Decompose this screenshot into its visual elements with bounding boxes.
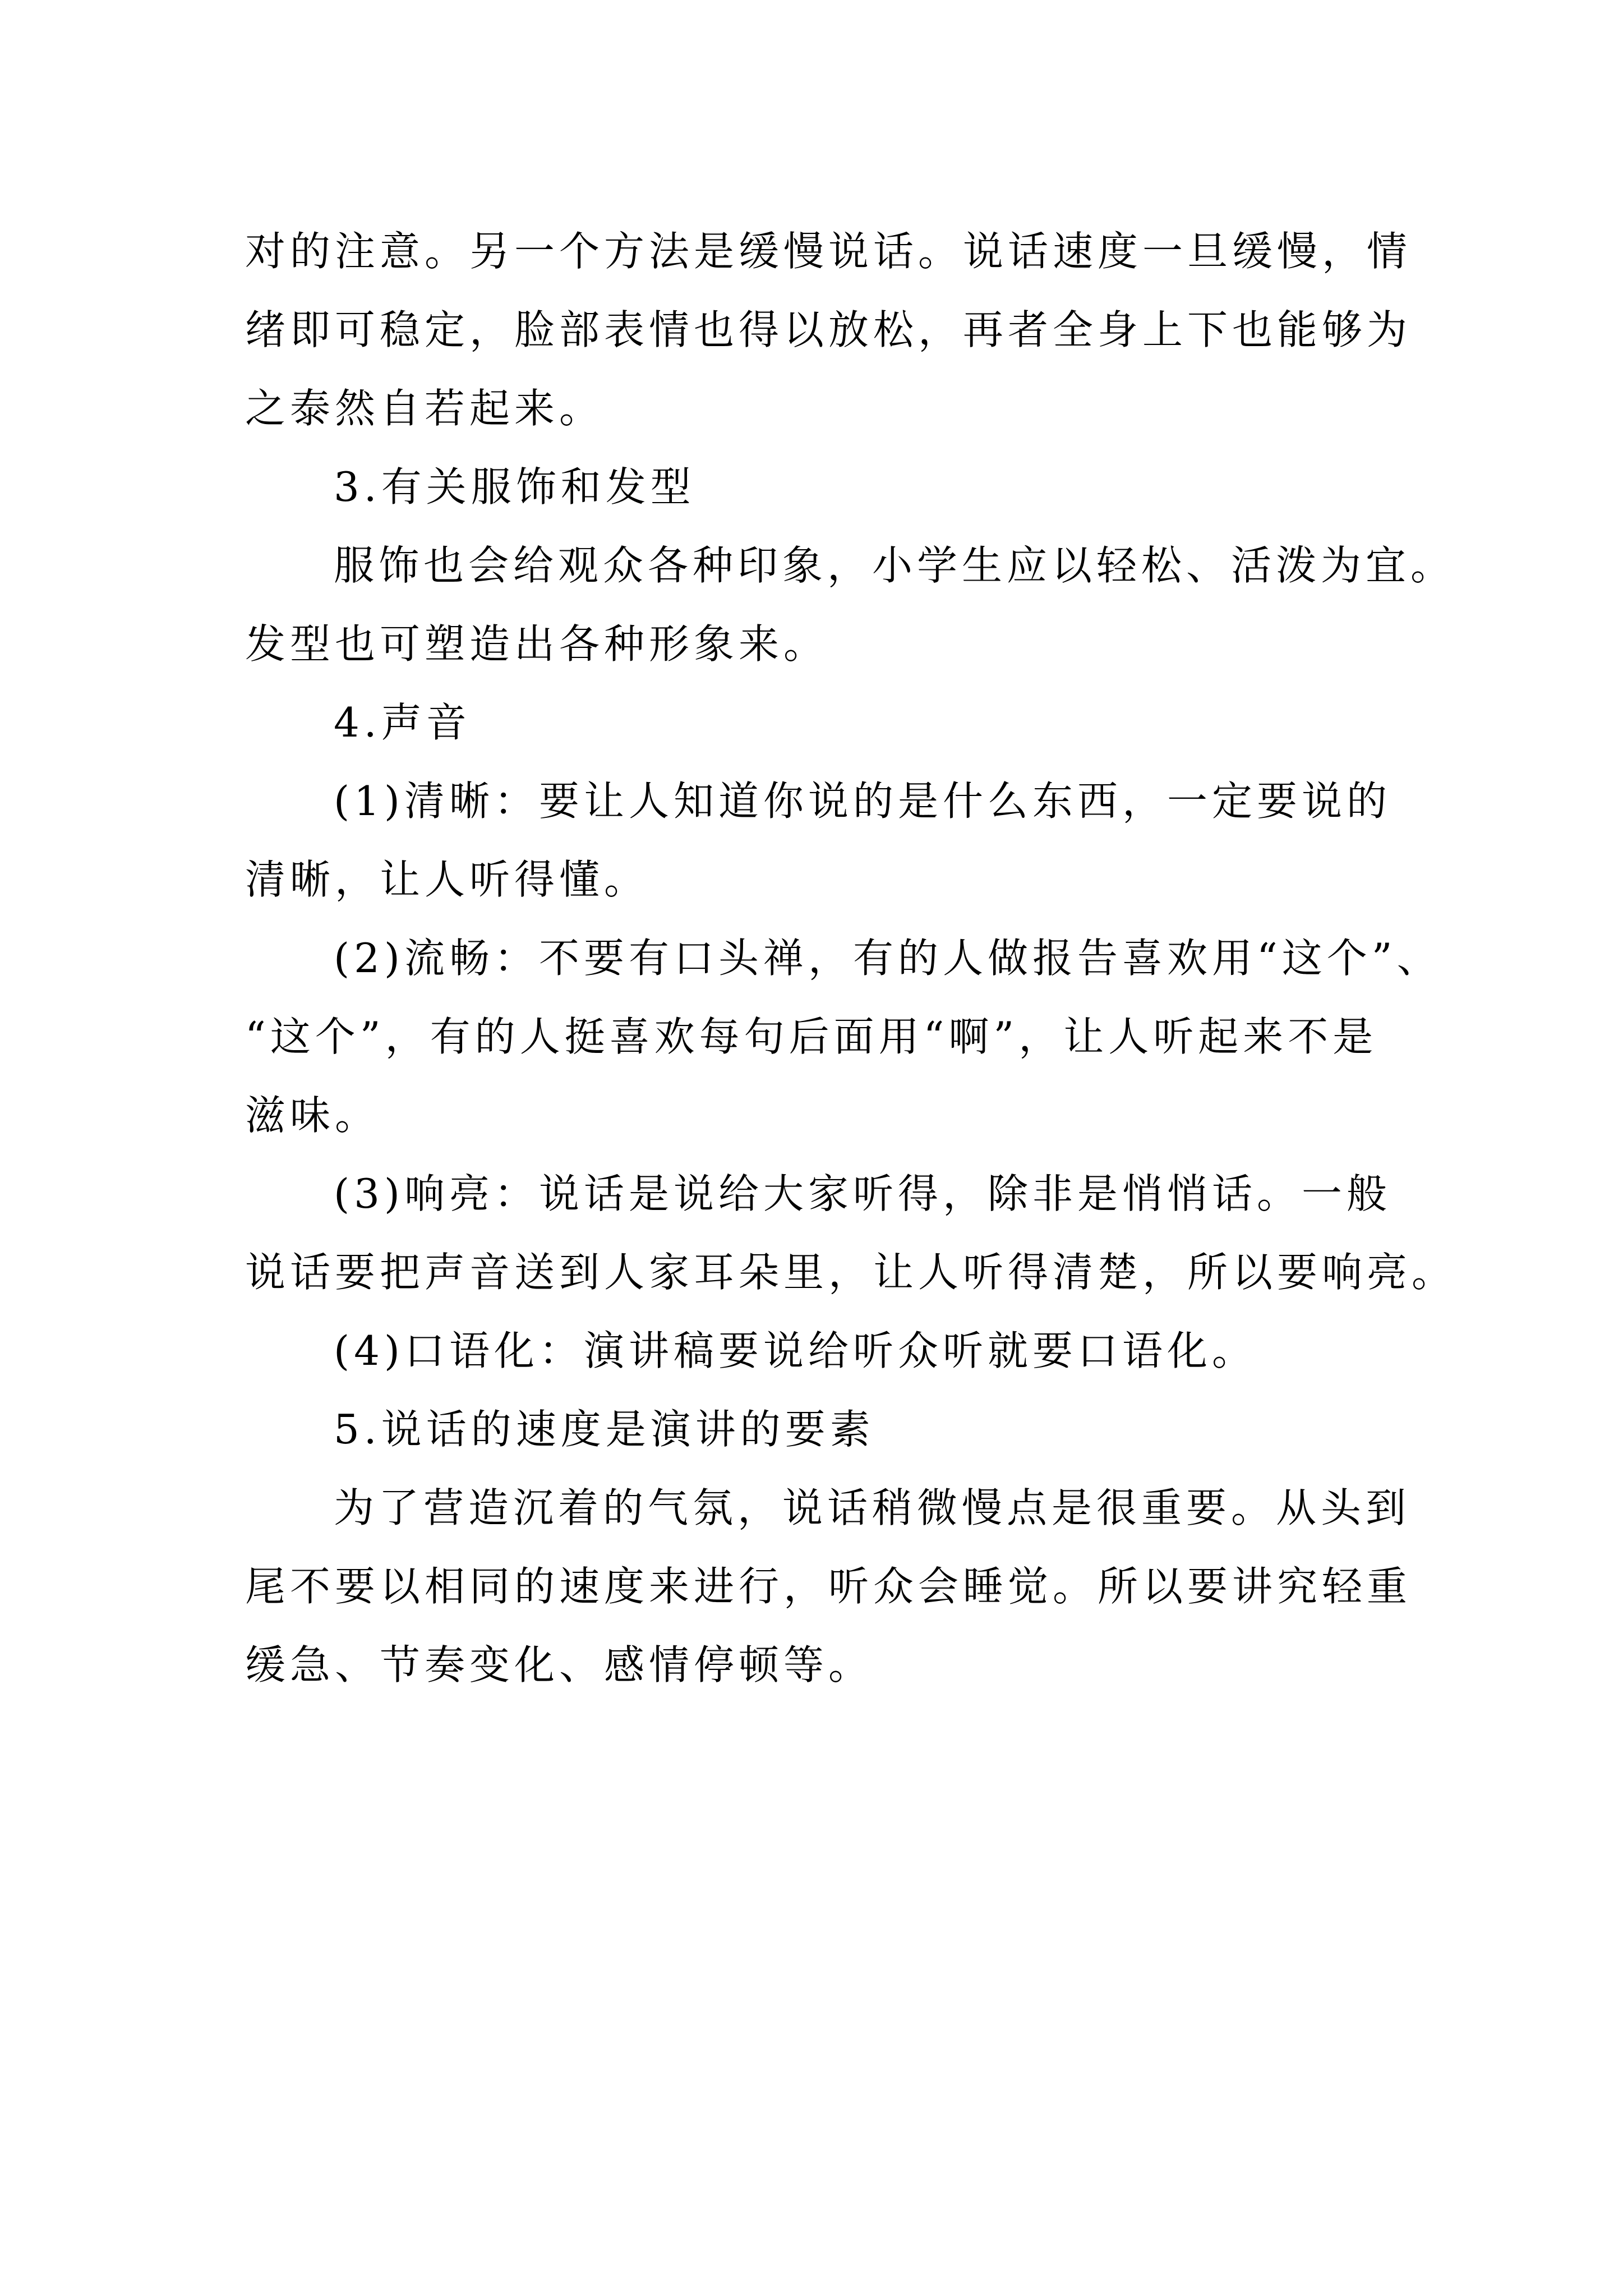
paragraph-line: 为了营造沉着的气氛，说话稍微慢点是很重要。从头到 bbox=[334, 1484, 1411, 1531]
list-item-line: “这个”，有的人挺喜欢每句后面用“啊”，让人听起来不是 bbox=[245, 1013, 1378, 1060]
paragraph-line: 发型也可塑造出各种形象来。 bbox=[245, 620, 829, 668]
section-heading: 4.声音 bbox=[334, 699, 471, 746]
list-item-line: (4)口语化：演讲稿要说给听众听就要口语化。 bbox=[334, 1327, 1257, 1374]
section-heading: 5.说话的速度是演讲的要素 bbox=[334, 1406, 875, 1453]
paragraph-line: 尾不要以相同的速度来进行，听众会睡觉。所以要讲究轻重 bbox=[245, 1563, 1412, 1610]
paragraph-line: 缓急、节奏变化、感情停顿等。 bbox=[245, 1641, 874, 1688]
document-body bbox=[245, 212, 1457, 1704]
paragraph-line: 对的注意。另一个方法是缓慢说话。说话速度一旦缓慢，情 bbox=[245, 228, 1412, 275]
list-item-line: 说话要把声音送到人家耳朵里，让人听得清楚，所以要响亮。 bbox=[245, 1249, 1457, 1296]
list-item-line: 滋味。 bbox=[245, 1092, 380, 1139]
list-item-line: (3)响亮：说话是说给大家听得，除非是悄悄话。一般 bbox=[334, 1170, 1391, 1217]
paragraph-line: 之泰然自若起来。 bbox=[245, 385, 605, 432]
list-item-line: 清晰，让人听得懂。 bbox=[245, 856, 649, 903]
paragraph-line: 服饰也会给观众各种印象，小学生应以轻松、活泼为宜。 bbox=[334, 542, 1456, 589]
list-item-line: (2)流畅：不要有口头禅，有的人做报告喜欢用“这个”、 bbox=[334, 935, 1442, 982]
paragraph-line: 绪即可稳定，脸部表情也得以放松，再者全身上下也能够为 bbox=[245, 306, 1412, 353]
section-heading: 3.有关服饰和发型 bbox=[334, 463, 695, 510]
list-item-line: (1)清晰：要让人知道你说的是什么东西，一定要说的 bbox=[334, 777, 1391, 825]
